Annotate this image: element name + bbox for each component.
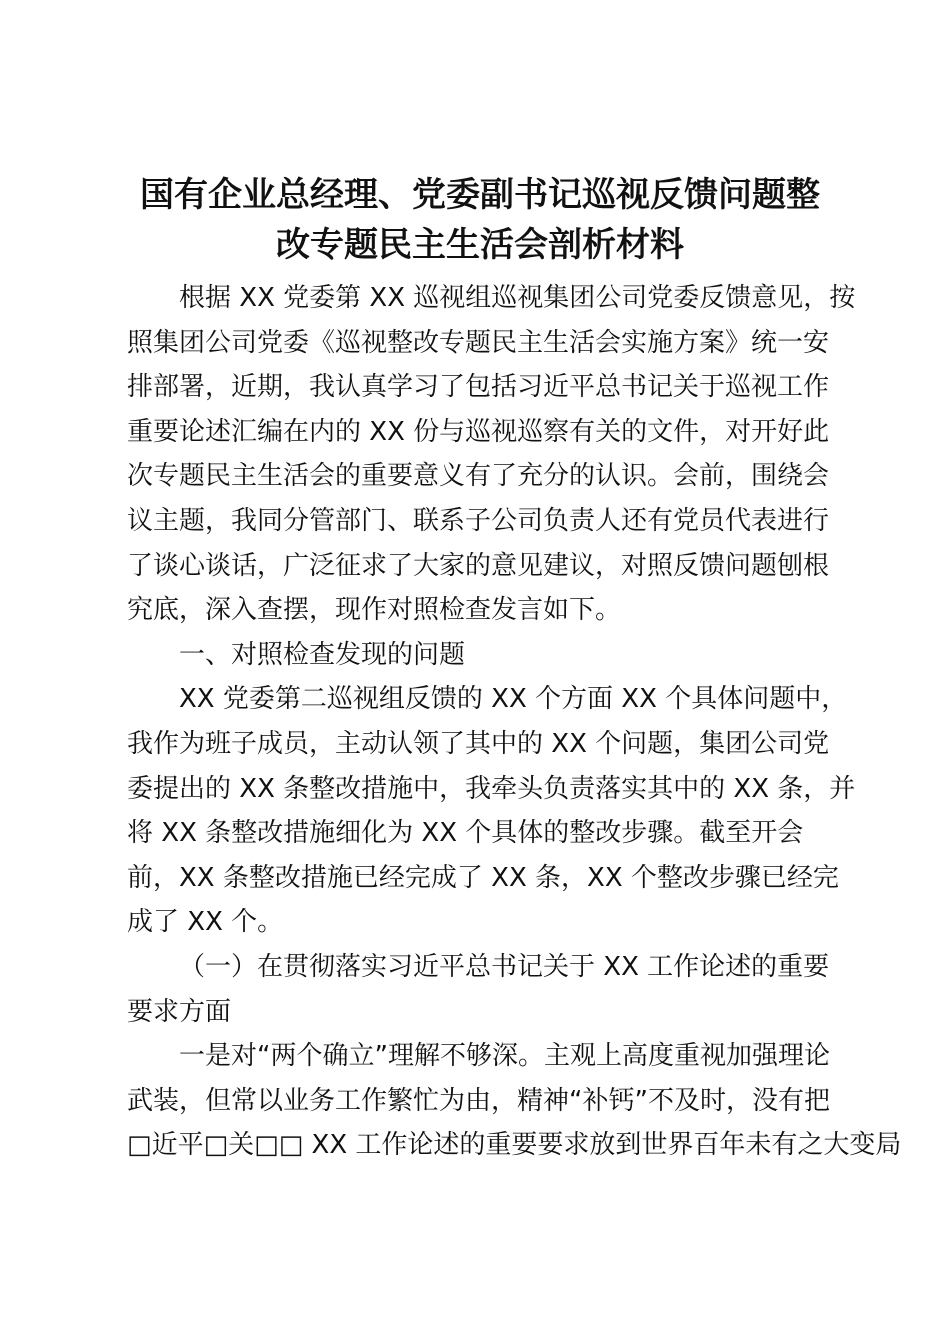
document-body [127,276,902,1168]
paragraph-line: 议主题，我同分管部门、联系子公司负责人还有党员代表进行 [127,505,830,536]
paragraph-line: 排部署，近期，我认真学习了包括习近平总书记关于巡视工作 [127,372,830,403]
paragraph-line: 了谈心谈话，广泛征求了大家的意见建议，对照反馈问题刨根 [127,550,830,581]
paragraph-line: 将 XX 条整改措施细化为 XX 个具体的整改步骤。截至开会 [127,818,804,849]
paragraph-line: 我作为班子成员，主动认领了其中的 XX 个问题，集团公司党 [127,728,830,759]
paragraph-line: 武装，但常以业务工作繁忙为由，精神“补钙”不及时，没有把 [127,1085,830,1116]
title-line-2: 改专题民主生活会剖析材料 [276,225,684,265]
paragraph-line: 委提出的 XX 条整改措施中，我牵头负责落实其中的 XX 条，并 [127,773,856,804]
paragraph-line: 重要论述汇编在内的 XX 份与巡视巡察有关的文件，对开好此 [127,416,830,447]
paragraph-line: 前，XX 条整改措施已经完成了 XX 条，XX 个整改步骤已经完 [127,862,839,893]
subsection-heading: 要求方面 [127,996,232,1027]
paragraph-line: 照集团公司党委《巡视整改专题民主生活会实施方案》统一安 [127,327,830,358]
paragraph-line: 根据 XX 党委第 XX 巡视组巡视集团公司党委反馈意见，按 [179,283,856,313]
paragraph-line: 一是对“两个确立”理解不够深。主观上高度重视加强理论 [179,1041,830,1072]
paragraph-line: 次专题民主生活会的重要意义有了充分的认识。会前，围绕会 [127,461,830,492]
document-title [100,170,860,270]
paragraph-line: 究底，深入查摆，现作对照检查发言如下。 [127,595,622,626]
paragraph-line: XX 党委第二巡视组反馈的 XX 个方面 XX 个具体问题中， [179,684,848,715]
paragraph-line: 成了 XX 个。 [127,907,284,938]
section-heading: 一、对照检查发现的问题 [179,639,466,670]
subsection-heading: （一）在贯彻落实习近平总书记关于 XX 工作论述的重要 [179,951,830,982]
paragraph-line: □近平□关□□ XX 工作论述的重要要求放到世界百年未有之大变局 [127,1130,902,1161]
title-line-1: 国有企业总经理、党委副书记巡视反馈问题整 [140,175,820,215]
